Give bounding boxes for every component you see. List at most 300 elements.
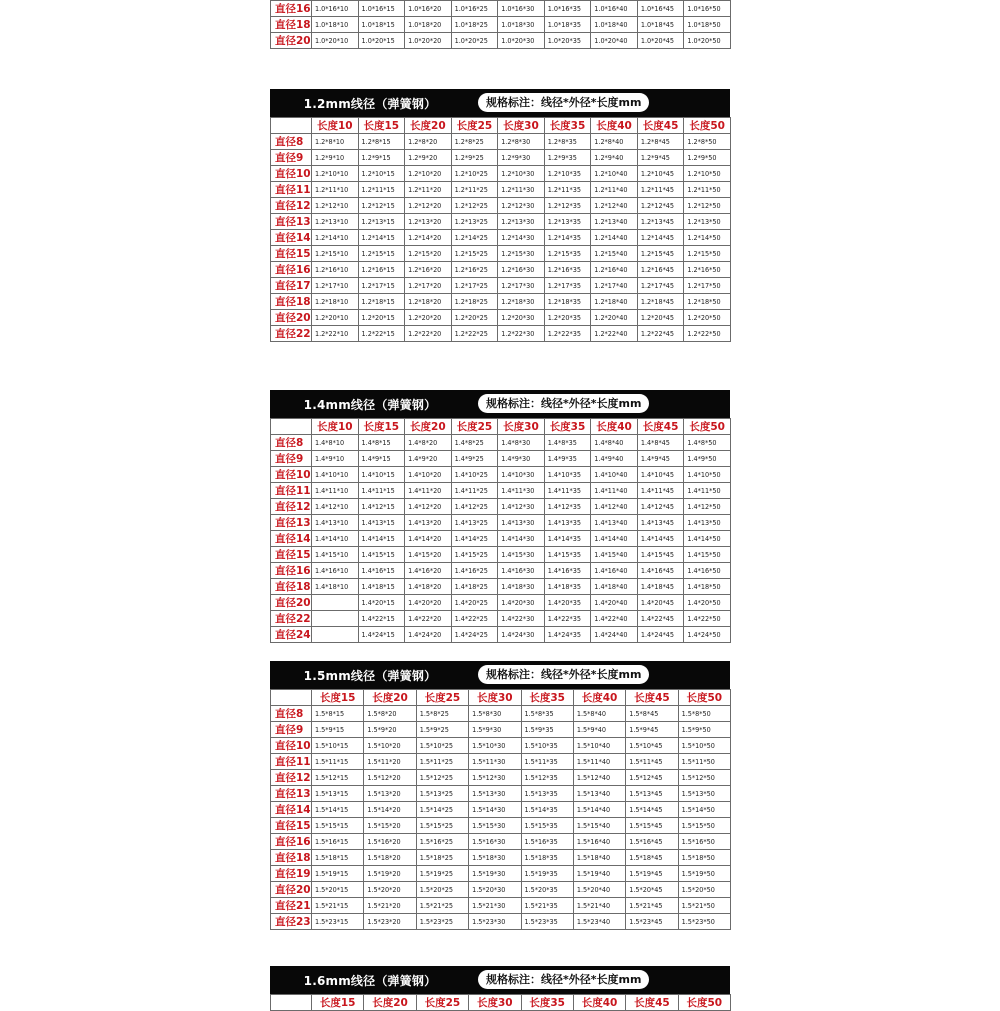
spec-cell: 1.2*10*15 — [358, 166, 405, 182]
spec-cell: 1.2*16*25 — [451, 262, 498, 278]
spec-cell: 1.5*14*50 — [678, 802, 730, 818]
spec-cell: 1.4*9*45 — [637, 451, 684, 467]
spec-cell: 1.4*10*35 — [544, 467, 591, 483]
length-header: 长度50 — [678, 690, 730, 706]
spec-cell: 1.5*12*25 — [416, 770, 468, 786]
diameter-label: 直径18 — [271, 17, 312, 33]
spec-cell: 1.4*13*10 — [312, 515, 359, 531]
corner-cell — [271, 419, 312, 435]
spec-cell: 1.5*12*50 — [678, 770, 730, 786]
spec-cell: 1.4*14*15 — [358, 531, 405, 547]
spec-cell: 1.5*12*15 — [312, 770, 364, 786]
corner-cell — [271, 690, 312, 706]
table-row — [271, 579, 731, 595]
spec-cell: 1.2*8*50 — [684, 134, 731, 150]
spec-cell: 1.2*11*10 — [312, 182, 359, 198]
table-row — [271, 866, 731, 882]
spec-cell: 1.5*10*40 — [573, 738, 625, 754]
length-header: 长度35 — [544, 419, 591, 435]
spec-cell: 1.5*18*50 — [678, 850, 730, 866]
spec-cell: 1.2*10*45 — [637, 166, 684, 182]
spec-cell: 1.4*9*15 — [358, 451, 405, 467]
spec-cell — [312, 595, 359, 611]
spec-cell: 1.5*8*50 — [678, 706, 730, 722]
diameter-label: 直径16 — [271, 834, 312, 850]
spec-cell: 1.4*8*35 — [544, 435, 591, 451]
spec-cell: 1.4*14*20 — [405, 531, 452, 547]
table-row — [271, 802, 731, 818]
spec-cell: 1.5*16*20 — [364, 834, 416, 850]
spec-cell: 1.4*11*30 — [498, 483, 545, 499]
spec-cell: 1.0*18*40 — [591, 17, 638, 33]
spec-cell: 1.2*8*20 — [405, 134, 452, 150]
spec-cell: 1.2*9*50 — [684, 150, 731, 166]
spec-cell: 1.5*19*45 — [626, 866, 678, 882]
diameter-label: 直径8 — [271, 706, 312, 722]
spec-cell: 1.2*17*45 — [637, 278, 684, 294]
spec-cell: 1.2*13*40 — [591, 214, 638, 230]
spec-cell: 1.5*11*30 — [469, 754, 521, 770]
spec-cell: 1.5*14*40 — [573, 802, 625, 818]
spec-cell: 1.4*12*30 — [498, 499, 545, 515]
spec-cell: 1.2*20*10 — [312, 310, 359, 326]
spec-cell: 1.5*9*15 — [312, 722, 364, 738]
spec-cell: 1.5*12*30 — [469, 770, 521, 786]
spec-cell: 1.2*8*10 — [312, 134, 359, 150]
spec-cell: 1.5*18*45 — [626, 850, 678, 866]
spec-cell: 1.2*13*35 — [544, 214, 591, 230]
spec-cell: 1.4*10*45 — [637, 467, 684, 483]
table-row — [271, 294, 731, 310]
corner-cell — [271, 118, 312, 134]
spec-cell: 1.2*20*35 — [544, 310, 591, 326]
spec-cell: 1.4*8*50 — [684, 435, 731, 451]
spec-cell: 1.2*20*25 — [451, 310, 498, 326]
length-header: 长度20 — [364, 690, 416, 706]
diameter-label: 直径9 — [271, 722, 312, 738]
spec-cell: 1.5*9*50 — [678, 722, 730, 738]
diameter-label: 直径22 — [271, 326, 312, 342]
spec-cell: 1.4*13*20 — [405, 515, 452, 531]
spec-cell: 1.5*10*20 — [364, 738, 416, 754]
spec-cell: 1.0*20*15 — [358, 33, 405, 49]
spec-cell: 1.5*16*50 — [678, 834, 730, 850]
spec-cell: 1.2*10*35 — [544, 166, 591, 182]
corner-cell — [271, 995, 312, 1011]
spec-cell: 1.2*12*45 — [637, 198, 684, 214]
spec-cell: 1.2*15*50 — [684, 246, 731, 262]
table-row — [271, 515, 731, 531]
length-header: 长度30 — [469, 690, 521, 706]
spec-cell: 1.5*10*50 — [678, 738, 730, 754]
spec-cell: 1.2*22*50 — [684, 326, 731, 342]
spec-cell: 1.4*13*25 — [451, 515, 498, 531]
spec-cell: 1.5*23*35 — [521, 914, 573, 930]
spec-cell: 1.4*11*15 — [358, 483, 405, 499]
spec-cell: 1.4*24*40 — [591, 627, 638, 643]
spec-cell: 1.5*20*30 — [469, 882, 521, 898]
spec-cell: 1.4*15*40 — [591, 547, 638, 563]
spec-cell: 1.0*18*15 — [358, 17, 405, 33]
spec-cell: 1.2*9*10 — [312, 150, 359, 166]
table-row — [271, 595, 731, 611]
length-header: 长度25 — [451, 118, 498, 134]
spec-cell: 1.2*8*15 — [358, 134, 405, 150]
spec-cell: 1.5*21*20 — [364, 898, 416, 914]
diameter-label: 直径10 — [271, 166, 312, 182]
spec-cell: 1.4*8*15 — [358, 435, 405, 451]
spec-cell: 1.2*10*50 — [684, 166, 731, 182]
spec-cell: 1.2*18*10 — [312, 294, 359, 310]
table-row — [271, 246, 731, 262]
table-row — [271, 531, 731, 547]
spec-cell: 1.4*10*10 — [312, 467, 359, 483]
spec-cell: 1.0*16*20 — [405, 1, 452, 17]
table-row — [271, 150, 731, 166]
spec-cell: 1.0*20*30 — [498, 33, 545, 49]
spec-cell: 1.2*17*50 — [684, 278, 731, 294]
spec-cell: 1.5*9*45 — [626, 722, 678, 738]
table-row — [271, 166, 731, 182]
section-header — [270, 661, 730, 689]
table-row — [271, 754, 731, 770]
spec-cell: 1.4*16*40 — [591, 563, 638, 579]
spec-cell: 1.4*10*25 — [451, 467, 498, 483]
header-row — [271, 995, 731, 1011]
spec-cell: 1.4*18*40 — [591, 579, 638, 595]
table-row — [271, 17, 731, 33]
spec-cell: 1.2*14*40 — [591, 230, 638, 246]
spec-cell: 1.5*13*45 — [626, 786, 678, 802]
spec-cell: 1.5*16*45 — [626, 834, 678, 850]
table-row — [271, 611, 731, 627]
diameter-label: 直径23 — [271, 914, 312, 930]
table-row — [271, 310, 731, 326]
spec-note: 规格标注：线径*外径*长度mm — [478, 93, 649, 112]
spec-cell: 1.4*22*25 — [451, 611, 498, 627]
spec-cell: 1.5*20*40 — [573, 882, 625, 898]
spec-cell: 1.2*18*15 — [358, 294, 405, 310]
diameter-label: 直径20 — [271, 33, 312, 49]
spec-cell: 1.4*8*10 — [312, 435, 359, 451]
spec-cell: 1.2*18*50 — [684, 294, 731, 310]
spec-cell: 1.4*22*35 — [544, 611, 591, 627]
spec-cell: 1.2*11*50 — [684, 182, 731, 198]
table-row — [271, 499, 731, 515]
length-header: 长度50 — [678, 995, 730, 1011]
spec-cell: 1.0*18*50 — [684, 17, 731, 33]
partial-table-1-0mm — [270, 0, 730, 49]
spec-cell: 1.4*16*30 — [498, 563, 545, 579]
diameter-label: 直径17 — [271, 278, 312, 294]
spec-cell: 1.4*22*15 — [358, 611, 405, 627]
spec-cell: 1.5*8*20 — [364, 706, 416, 722]
spec-cell: 1.5*19*20 — [364, 866, 416, 882]
table-row — [271, 483, 731, 499]
spec-cell: 1.2*14*35 — [544, 230, 591, 246]
spec-cell: 1.2*9*15 — [358, 150, 405, 166]
spec-cell: 1.5*14*30 — [469, 802, 521, 818]
spec-cell: 1.4*14*50 — [684, 531, 731, 547]
spec-cell: 1.5*14*20 — [364, 802, 416, 818]
spec-cell: 1.2*15*45 — [637, 246, 684, 262]
spec-cell: 1.2*15*10 — [312, 246, 359, 262]
spec-cell: 1.5*11*40 — [573, 754, 625, 770]
spec-cell: 1.5*10*35 — [521, 738, 573, 754]
spec-cell: 1.5*8*25 — [416, 706, 468, 722]
spec-cell: 1.2*12*35 — [544, 198, 591, 214]
spec-cell: 1.4*9*10 — [312, 451, 359, 467]
spec-cell: 1.5*19*40 — [573, 866, 625, 882]
spec-cell: 1.5*21*30 — [469, 898, 521, 914]
spec-cell: 1.5*23*45 — [626, 914, 678, 930]
spec-cell: 1.5*19*35 — [521, 866, 573, 882]
spec-cell: 1.2*20*30 — [498, 310, 545, 326]
diameter-label: 直径11 — [271, 182, 312, 198]
section-1-6mm — [270, 966, 730, 1011]
diameter-label: 直径9 — [271, 150, 312, 166]
spec-cell: 1.4*10*15 — [358, 467, 405, 483]
header-row — [271, 118, 731, 134]
spec-cell: 1.5*10*15 — [312, 738, 364, 754]
spec-cell: 1.2*16*30 — [498, 262, 545, 278]
spec-cell: 1.2*8*35 — [544, 134, 591, 150]
spec-cell: 1.5*8*30 — [469, 706, 521, 722]
diameter-label: 直径22 — [271, 611, 312, 627]
spec-cell: 1.2*15*40 — [591, 246, 638, 262]
diameter-label: 直径20 — [271, 882, 312, 898]
spec-cell: 1.2*18*20 — [405, 294, 452, 310]
table-row — [271, 706, 731, 722]
spec-cell: 1.5*23*50 — [678, 914, 730, 930]
spec-cell: 1.4*15*10 — [312, 547, 359, 563]
spec-cell: 1.2*8*40 — [591, 134, 638, 150]
spec-cell: 1.4*14*45 — [637, 531, 684, 547]
spec-cell: 1.2*8*30 — [498, 134, 545, 150]
spec-cell: 1.2*12*40 — [591, 198, 638, 214]
spec-cell: 1.0*18*45 — [637, 17, 684, 33]
spec-cell: 1.2*11*40 — [591, 182, 638, 198]
spec-cell: 1.4*10*20 — [405, 467, 452, 483]
spec-cell: 1.5*20*20 — [364, 882, 416, 898]
spec-cell: 1.0*20*50 — [684, 33, 731, 49]
spec-cell: 1.4*22*50 — [684, 611, 731, 627]
spec-cell: 1.4*14*25 — [451, 531, 498, 547]
spec-cell: 1.2*10*10 — [312, 166, 359, 182]
spec-cell: 1.2*18*30 — [498, 294, 545, 310]
spec-cell: 1.5*11*25 — [416, 754, 468, 770]
table-row — [271, 326, 731, 342]
diameter-label: 直径16 — [271, 1, 312, 17]
spec-cell: 1.4*20*20 — [405, 595, 452, 611]
spec-cell: 1.4*15*15 — [358, 547, 405, 563]
spec-cell: 1.2*14*30 — [498, 230, 545, 246]
spec-cell: 1.2*16*40 — [591, 262, 638, 278]
spec-cell: 1.5*10*25 — [416, 738, 468, 754]
spec-cell: 1.5*13*15 — [312, 786, 364, 802]
spec-cell: 1.4*20*50 — [684, 595, 731, 611]
spec-cell: 1.2*9*20 — [405, 150, 452, 166]
table-row — [271, 262, 731, 278]
spec-cell: 1.4*22*40 — [591, 611, 638, 627]
spec-cell: 1.2*11*45 — [637, 182, 684, 198]
spec-cell: 1.5*12*35 — [521, 770, 573, 786]
spec-cell: 1.4*13*45 — [637, 515, 684, 531]
spec-cell: 1.0*16*35 — [544, 1, 591, 17]
spec-cell: 1.2*18*35 — [544, 294, 591, 310]
spec-cell: 1.4*8*25 — [451, 435, 498, 451]
table-row — [271, 547, 731, 563]
spec-cell: 1.4*15*30 — [498, 547, 545, 563]
spec-cell: 1.5*13*30 — [469, 786, 521, 802]
spec-cell: 1.4*12*45 — [637, 499, 684, 515]
diameter-label: 直径18 — [271, 294, 312, 310]
spec-cell: 1.2*20*20 — [405, 310, 452, 326]
table-row — [271, 451, 731, 467]
spec-cell: 1.5*15*15 — [312, 818, 364, 834]
diameter-label: 直径18 — [271, 579, 312, 595]
spec-cell: 1.5*21*45 — [626, 898, 678, 914]
table-row — [271, 467, 731, 483]
spec-cell: 1.5*18*35 — [521, 850, 573, 866]
diameter-label: 直径15 — [271, 818, 312, 834]
spec-cell: 1.2*12*25 — [451, 198, 498, 214]
spec-cell: 1.4*11*20 — [405, 483, 452, 499]
length-header: 长度50 — [684, 419, 731, 435]
spec-cell: 1.4*15*25 — [451, 547, 498, 563]
diameter-label: 直径15 — [271, 547, 312, 563]
table-row — [271, 627, 731, 643]
header-row — [271, 690, 731, 706]
length-header: 长度40 — [573, 995, 625, 1011]
spec-cell: 1.0*18*10 — [312, 17, 359, 33]
spec-cell: 1.4*24*35 — [544, 627, 591, 643]
section-header — [270, 89, 730, 117]
spec-cell: 1.5*21*50 — [678, 898, 730, 914]
spec-cell: 1.4*24*50 — [684, 627, 731, 643]
spec-cell: 1.4*20*30 — [498, 595, 545, 611]
spec-cell: 1.5*20*35 — [521, 882, 573, 898]
diameter-label: 直径10 — [271, 738, 312, 754]
spec-cell: 1.2*11*15 — [358, 182, 405, 198]
spec-cell: 1.4*24*30 — [498, 627, 545, 643]
spec-cell: 1.2*15*15 — [358, 246, 405, 262]
diameter-label: 直径8 — [271, 134, 312, 150]
table-row — [271, 435, 731, 451]
spec-cell: 1.4*12*10 — [312, 499, 359, 515]
diameter-label: 直径14 — [271, 531, 312, 547]
spec-cell: 1.0*16*30 — [498, 1, 545, 17]
spec-cell: 1.4*18*25 — [451, 579, 498, 595]
spec-cell: 1.2*22*25 — [451, 326, 498, 342]
spec-cell: 1.5*15*35 — [521, 818, 573, 834]
spec-cell: 1.5*10*30 — [469, 738, 521, 754]
table-row — [271, 230, 731, 246]
spec-cell: 1.2*15*30 — [498, 246, 545, 262]
spec-cell: 1.5*11*45 — [626, 754, 678, 770]
spec-cell: 1.5*12*20 — [364, 770, 416, 786]
spec-cell: 1.4*14*40 — [591, 531, 638, 547]
spec-cell: 1.5*23*15 — [312, 914, 364, 930]
spec-cell: 1.5*19*25 — [416, 866, 468, 882]
spec-cell: 1.2*13*20 — [405, 214, 452, 230]
length-header: 长度30 — [469, 995, 521, 1011]
spec-note: 规格标注：线径*外径*长度mm — [478, 970, 649, 989]
header-row — [271, 419, 731, 435]
spec-cell: 1.4*14*35 — [544, 531, 591, 547]
spec-cell: 1.5*18*15 — [312, 850, 364, 866]
spec-cell: 1.0*16*50 — [684, 1, 731, 17]
spec-cell: 1.4*15*35 — [544, 547, 591, 563]
spec-cell: 1.5*19*15 — [312, 866, 364, 882]
spec-cell: 1.4*16*20 — [405, 563, 452, 579]
spec-cell: 1.4*13*50 — [684, 515, 731, 531]
diameter-label: 直径15 — [271, 246, 312, 262]
spec-cell: 1.2*10*20 — [405, 166, 452, 182]
spec-cell: 1.5*9*35 — [521, 722, 573, 738]
length-header: 长度20 — [364, 995, 416, 1011]
spec-cell: 1.2*14*25 — [451, 230, 498, 246]
spec-cell: 1.2*16*35 — [544, 262, 591, 278]
diameter-label: 直径18 — [271, 850, 312, 866]
diameter-label: 直径12 — [271, 198, 312, 214]
length-header: 长度45 — [637, 118, 684, 134]
spec-cell: 1.4*10*30 — [498, 467, 545, 483]
spec-cell: 1.2*17*35 — [544, 278, 591, 294]
spec-cell: 1.2*13*25 — [451, 214, 498, 230]
spec-cell: 1.4*18*30 — [498, 579, 545, 595]
spec-cell: 1.4*12*50 — [684, 499, 731, 515]
spec-cell: 1.0*20*10 — [312, 33, 359, 49]
spec-cell: 1.4*24*20 — [405, 627, 452, 643]
spec-cell: 1.4*11*35 — [544, 483, 591, 499]
table-row — [271, 278, 731, 294]
spec-cell: 1.0*18*20 — [405, 17, 452, 33]
spec-cell: 1.0*18*30 — [498, 17, 545, 33]
spec-cell: 1.0*16*10 — [312, 1, 359, 17]
length-header: 长度15 — [312, 995, 364, 1011]
spec-cell: 1.4*11*40 — [591, 483, 638, 499]
spec-cell: 1.2*16*50 — [684, 262, 731, 278]
spec-cell: 1.5*9*40 — [573, 722, 625, 738]
spec-cell: 1.2*17*15 — [358, 278, 405, 294]
table-row — [271, 33, 731, 49]
spec-cell: 1.2*12*15 — [358, 198, 405, 214]
length-header: 长度45 — [626, 690, 678, 706]
diameter-label: 直径21 — [271, 898, 312, 914]
spec-grid — [270, 418, 731, 643]
table-row — [271, 882, 731, 898]
spec-cell: 1.2*14*10 — [312, 230, 359, 246]
diameter-label: 直径10 — [271, 467, 312, 483]
spec-cell: 1.2*15*35 — [544, 246, 591, 262]
diameter-label: 直径11 — [271, 754, 312, 770]
length-header: 长度20 — [405, 419, 452, 435]
diameter-label: 直径16 — [271, 563, 312, 579]
spec-cell: 1.2*18*40 — [591, 294, 638, 310]
spec-cell: 1.4*9*40 — [591, 451, 638, 467]
spec-cell: 1.4*13*40 — [591, 515, 638, 531]
spec-cell: 1.4*20*25 — [451, 595, 498, 611]
spec-cell: 1.5*21*15 — [312, 898, 364, 914]
spec-cell: 1.4*22*20 — [405, 611, 452, 627]
length-header: 长度15 — [312, 690, 364, 706]
spec-cell: 1.4*22*30 — [498, 611, 545, 627]
spec-cell: 1.5*18*30 — [469, 850, 521, 866]
table-row — [271, 134, 731, 150]
spec-cell: 1.4*13*30 — [498, 515, 545, 531]
spec-cell: 1.2*16*15 — [358, 262, 405, 278]
